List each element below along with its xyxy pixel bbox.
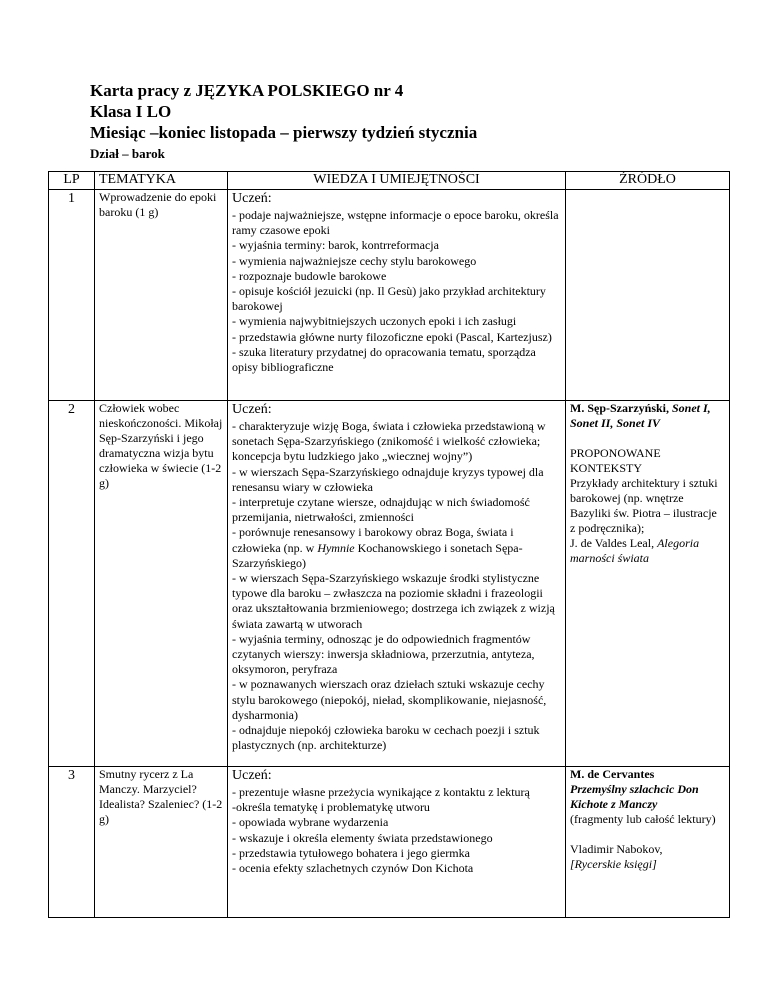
curriculum-table xyxy=(48,171,730,918)
table-header-row xyxy=(49,172,730,190)
context-examples: Przykłady architektury i sztuki barokowej (np. wnętrze Bazyliki św. Piotra – ilustracje z podręcznika); xyxy=(570,476,718,535)
row-skills xyxy=(228,401,566,767)
source-author: M. de Cervantes xyxy=(570,767,655,781)
section-label: Dział – barok xyxy=(90,146,165,161)
student-label: Uczeń: xyxy=(232,402,272,417)
skill-item: - wyjaśnia terminy: barok, kontrreformacja xyxy=(232,238,439,253)
skill-item: -określa tematykę i problematykę utworu xyxy=(232,800,430,815)
row-skills xyxy=(228,767,566,918)
secondary-author: Vladimir Nabokov, xyxy=(570,842,663,856)
skill-item: - prezentuje własne przeżycia wynikające z kontaktu z lekturą xyxy=(232,785,530,799)
row-source xyxy=(566,767,730,918)
row-number: 3 xyxy=(49,767,95,918)
column-header-topic: TEMATYKA xyxy=(95,172,228,190)
period-label: Miesiąc –koniec listopada – pierwszy tydzień stycznia xyxy=(90,123,478,142)
skill-item: - wymienia najważniejsze cechy stylu barokowego xyxy=(232,253,477,268)
source-author: M. Sęp-Szarzyński, xyxy=(570,401,672,415)
skill-italic-title: Hymnie xyxy=(317,540,355,555)
skill-item: - rozpoznaje budowle barokowe xyxy=(232,268,387,283)
skill-item: - odnajduje niepokój człowieka baroku w cechach poezji i sztuk plastycznych (np. architekturze) xyxy=(232,723,540,753)
secondary-title: [Rycerskie księgi] xyxy=(570,857,657,871)
skill-item: - w wierszach Sępa-Szarzyńskiego wskazuje środki stylistyczne typowe dla baroku – zwłaszcza na poziomie składni i frazeologii oraz ukształtowania brzmieniowego; dostrzega ich związek z wizją świata zawartą w utworach xyxy=(232,571,555,631)
skill-item: - podaje najważniejsze, wstępne informacje o epoce baroku, określa ramy czasowe epoki xyxy=(232,208,559,238)
skill-item xyxy=(232,525,561,571)
skill-text: - porównuje renesansowy i barokowy obraz Boga, świata i człowieka (np. w xyxy=(232,525,514,555)
context-painting xyxy=(570,536,725,566)
painter-name: J. de Valdes Leal, xyxy=(570,536,658,550)
row-topic: Wprowadzenie do epoki baroku (1 g) xyxy=(95,190,228,401)
row-topic: Człowiek wobec nieskończoności. Mikołaj Sęp-Szarzyński i jego dramatyczna wizja bytu człowieka w świecie (1-2 g) xyxy=(95,401,228,767)
row-number: 2 xyxy=(49,401,95,767)
source-works: Sonet I, Sonet II, Sonet IV xyxy=(570,401,711,430)
skill-item: - charakteryzuje wizję Boga, świata i człowieka przedstawioną w sonetach Sępa-Szarzyńskiego (znikomość i wielkość człowieka; koncepcja bytu ludzkiego jako „wiecznej wojny”) xyxy=(232,419,546,464)
proposed-contexts-label: PROPONOWANE KONTEKSTY xyxy=(570,446,661,475)
column-header-skills: WIEDZA I UMIEJĘTNOŚCI xyxy=(228,172,566,190)
document-header xyxy=(90,80,477,163)
skill-text: Kochanowskiego i sonetach Sępa-Szarzyńskiego) xyxy=(232,540,523,570)
source-note: (fragmenty lub całość lektury) xyxy=(570,812,716,826)
skill-item: - wskazuje i określa elementy świata przedstawionego xyxy=(232,830,493,845)
student-label: Uczeń: xyxy=(232,768,272,783)
skill-item: - szuka literatury przydatnej do opracowania tematu, sporządza opisy bibliograficzne xyxy=(232,344,536,375)
worksheet-title: Karta pracy z JĘZYKA POLSKIEGO nr 4 xyxy=(90,81,404,100)
skill-item: - opisuje kościół jezuicki (np. Il Gesù) jako przykład architektury barokowej xyxy=(232,284,546,314)
row-source xyxy=(566,190,730,401)
table-row xyxy=(49,401,730,767)
painting-title: Alegoria marności świata xyxy=(570,536,700,565)
row-number: 1 xyxy=(49,190,95,401)
row-skills xyxy=(228,190,566,401)
source-title: Przemyślny szlachcic Don Kichote z Manczy xyxy=(570,782,699,811)
skill-item: - w wierszach Sępa-Szarzyńskiego odnajduje kryzys typowej dla renesansu wiary w człowieka xyxy=(232,464,544,494)
row-source xyxy=(566,401,730,767)
skill-item: - przedstawia tytułowego bohatera i jego giermka xyxy=(232,845,470,860)
student-label: Uczeń: xyxy=(232,191,272,206)
table-row xyxy=(49,190,730,401)
row-topic: Smutny rycerz z La Manczy. Marzyciel? Idealista? Szaleniec? (1-2 g) xyxy=(95,767,228,918)
skill-item: - wyjaśnia terminy, odnosząc je do odpowiednich fragmentów czytanych wierszy: inwersja składniowa, przerzutnia, antyteza, oksymoron, peryfraza xyxy=(232,631,535,677)
table-row xyxy=(49,767,730,918)
skill-item: - przedstawia główne nurty filozoficzne epoki (Pascal, Kartezjusz) xyxy=(232,329,552,344)
skill-item: - ocenia efekty szlachetnych czynów Don Kichota xyxy=(232,861,474,876)
column-header-lp: LP xyxy=(49,172,95,190)
skill-item: - wymienia najwybitniejszych uczonych epoki i ich zasługi xyxy=(232,314,517,329)
skill-item: - w poznawanych wierszach oraz dziełach sztuki wskazuje cechy stylu barokowego (niepokój, nieład, skomplikowanie, niejasność, dysharmonia) xyxy=(232,677,547,722)
skill-item: - interpretuje czytane wiersze, odnajdując w nich świadomość przemijania, nietrwałości, zmienności xyxy=(232,495,530,525)
column-header-source: ŹRÓDŁO xyxy=(566,172,730,190)
skill-item: - opowiada wybrane wydarzenia xyxy=(232,815,389,830)
class-label: Klasa I LO xyxy=(90,102,172,121)
